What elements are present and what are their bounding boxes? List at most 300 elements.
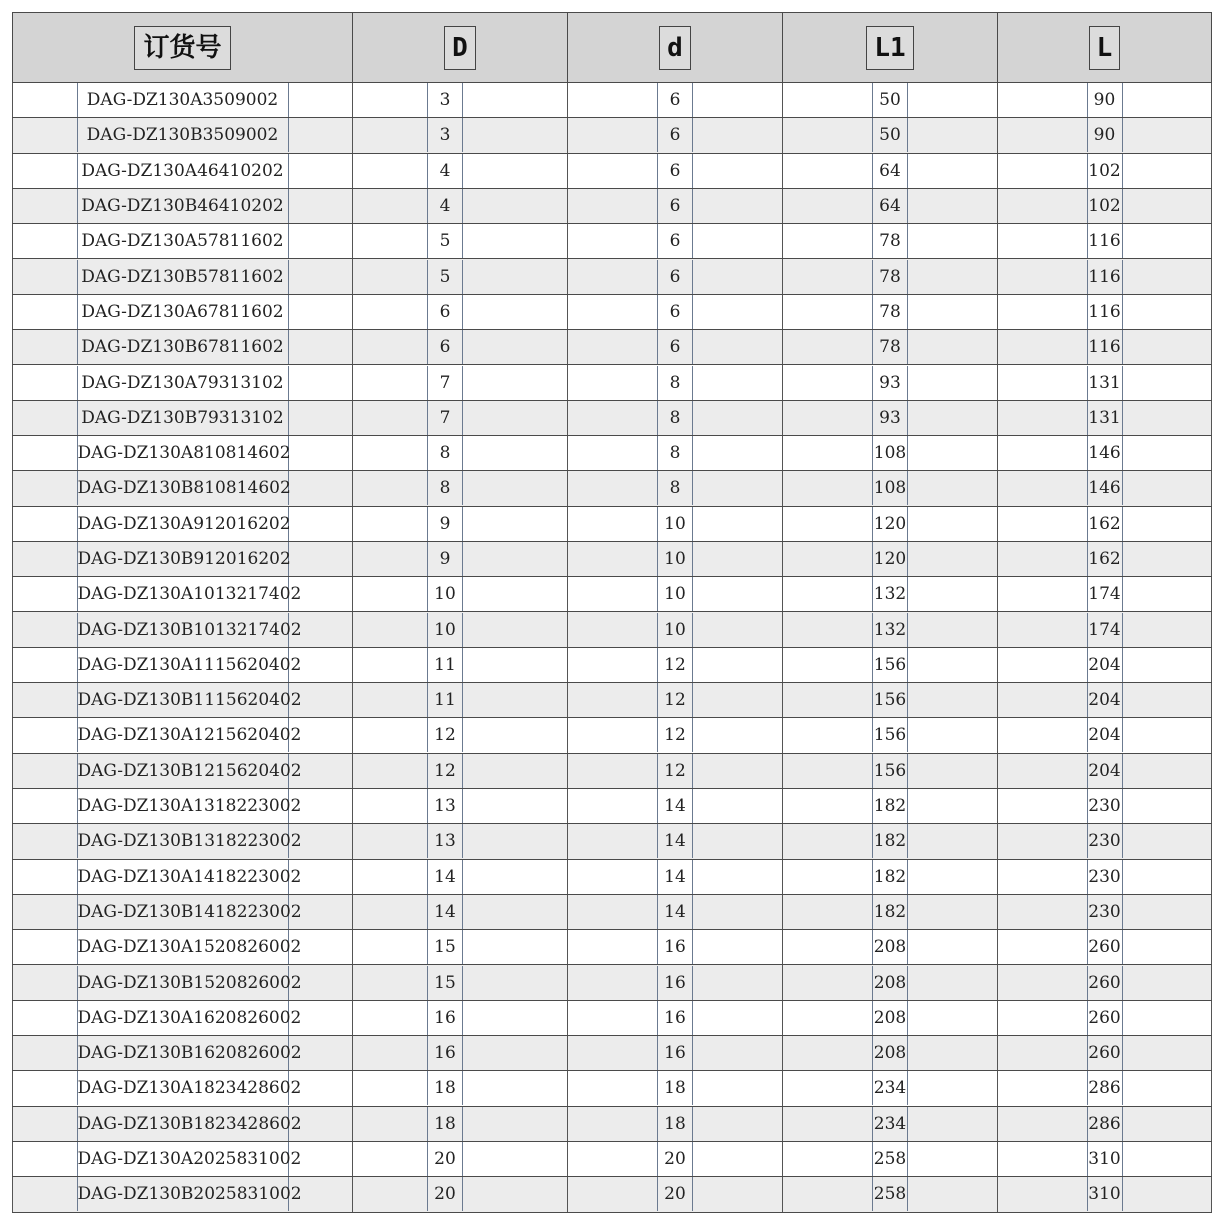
- cell-value-d: 10: [657, 577, 693, 611]
- cell-L1: [783, 365, 998, 400]
- cell-L1: [783, 541, 998, 576]
- table-row: [13, 224, 1212, 259]
- cell-value-d: 6: [657, 189, 693, 223]
- cell-L: [998, 1177, 1212, 1212]
- cell-L: [998, 83, 1212, 118]
- cell-order-number: [13, 1000, 353, 1035]
- cell-value-order-number: DAG-DZ130B1013217402: [77, 613, 289, 647]
- cell-value-L: 204: [1087, 648, 1123, 682]
- cell-order-number: [13, 1106, 353, 1141]
- cell-value-order-number: DAG-DZ130A1318223002: [77, 789, 289, 823]
- cell-L1: [783, 188, 998, 223]
- cell-value-D: 13: [427, 789, 463, 823]
- table-row: [13, 1000, 1212, 1035]
- cell-order-number: [13, 647, 353, 682]
- cell-value-D: 12: [427, 718, 463, 752]
- cell-value-D: 5: [427, 260, 463, 294]
- cell-value-D: 11: [427, 648, 463, 682]
- cell-value-L: 116: [1087, 224, 1123, 258]
- cell-d: [568, 1036, 783, 1071]
- cell-D: [353, 506, 568, 541]
- table-row: [13, 330, 1212, 365]
- cell-d: [568, 1071, 783, 1106]
- cell-d: [568, 753, 783, 788]
- cell-value-L: 146: [1087, 436, 1123, 470]
- cell-order-number: [13, 188, 353, 223]
- cell-value-order-number: DAG-DZ130A1013217402: [77, 577, 289, 611]
- cell-value-L: 230: [1087, 895, 1123, 929]
- cell-value-d: 16: [657, 966, 693, 1000]
- cell-d: [568, 294, 783, 329]
- cell-value-D: 6: [427, 330, 463, 364]
- cell-L1: [783, 683, 998, 718]
- cell-L: [998, 435, 1212, 470]
- cell-d: [568, 894, 783, 929]
- cell-value-D: 9: [427, 542, 463, 576]
- cell-D: [353, 718, 568, 753]
- cell-value-D: 7: [427, 366, 463, 400]
- cell-value-D: 8: [427, 471, 463, 505]
- table-row: [13, 753, 1212, 788]
- cell-L: [998, 753, 1212, 788]
- table-row: [13, 965, 1212, 1000]
- cell-value-d: 14: [657, 824, 693, 858]
- cell-value-L: 230: [1087, 824, 1123, 858]
- cell-value-d: 16: [657, 1001, 693, 1035]
- cell-value-order-number: DAG-DZ130A1520826002: [77, 930, 289, 964]
- cell-d: [568, 330, 783, 365]
- cell-value-order-number: DAG-DZ130B2025831002: [77, 1177, 289, 1211]
- cell-order-number: [13, 577, 353, 612]
- table-row: [13, 1106, 1212, 1141]
- cell-D: [353, 859, 568, 894]
- table-row: [13, 83, 1212, 118]
- cell-value-L: 131: [1087, 366, 1123, 400]
- cell-d: [568, 965, 783, 1000]
- cell-L1: [783, 83, 998, 118]
- cell-value-L1: 132: [872, 577, 908, 611]
- cell-L: [998, 1000, 1212, 1035]
- cell-value-L1: 156: [872, 683, 908, 717]
- cell-D: [353, 647, 568, 682]
- cell-L1: [783, 1036, 998, 1071]
- table-row: [13, 683, 1212, 718]
- cell-L: [998, 153, 1212, 188]
- cell-value-L1: 120: [872, 542, 908, 576]
- cell-value-d: 16: [657, 930, 693, 964]
- cell-value-L: 102: [1087, 154, 1123, 188]
- cell-value-d: 12: [657, 718, 693, 752]
- cell-D: [353, 541, 568, 576]
- table-row: [13, 541, 1212, 576]
- cell-value-L: 230: [1087, 860, 1123, 894]
- cell-value-order-number: DAG-DZ130B46410202: [77, 189, 289, 223]
- cell-value-d: 14: [657, 860, 693, 894]
- cell-value-order-number: DAG-DZ130B1115620402: [77, 683, 289, 717]
- cell-value-D: 20: [427, 1177, 463, 1211]
- cell-d: [568, 541, 783, 576]
- header-cell-order-number: [13, 13, 353, 83]
- cell-L1: [783, 118, 998, 153]
- cell-value-d: 12: [657, 648, 693, 682]
- cell-value-L1: 93: [872, 401, 908, 435]
- cell-order-number: [13, 118, 353, 153]
- cell-D: [353, 259, 568, 294]
- cell-D: [353, 930, 568, 965]
- cell-order-number: [13, 1071, 353, 1106]
- cell-value-L: 286: [1087, 1107, 1123, 1141]
- cell-L: [998, 1106, 1212, 1141]
- cell-d: [568, 259, 783, 294]
- cell-value-L1: 208: [872, 1001, 908, 1035]
- cell-value-L1: 258: [872, 1142, 908, 1176]
- cell-value-L1: 208: [872, 966, 908, 1000]
- cell-value-L: 260: [1087, 1001, 1123, 1035]
- cell-order-number: [13, 824, 353, 859]
- cell-value-L1: 78: [872, 260, 908, 294]
- cell-d: [568, 400, 783, 435]
- cell-value-order-number: DAG-DZ130B1823428602: [77, 1107, 289, 1141]
- cell-value-d: 6: [657, 260, 693, 294]
- cell-value-d: 18: [657, 1107, 693, 1141]
- cell-L: [998, 894, 1212, 929]
- cell-d: [568, 788, 783, 823]
- cell-L1: [783, 647, 998, 682]
- table-row: [13, 153, 1212, 188]
- cell-value-d: 20: [657, 1177, 693, 1211]
- cell-order-number: [13, 224, 353, 259]
- table-row: [13, 188, 1212, 223]
- cell-d: [568, 224, 783, 259]
- cell-value-d: 8: [657, 436, 693, 470]
- cell-order-number: [13, 1177, 353, 1212]
- cell-value-d: 6: [657, 330, 693, 364]
- cell-D: [353, 1106, 568, 1141]
- cell-value-D: 11: [427, 683, 463, 717]
- cell-value-order-number: DAG-DZ130A1620826002: [77, 1001, 289, 1035]
- header-label-L: L: [1089, 26, 1121, 70]
- table-row: [13, 612, 1212, 647]
- cell-L: [998, 365, 1212, 400]
- cell-order-number: [13, 435, 353, 470]
- cell-L: [998, 859, 1212, 894]
- cell-L1: [783, 294, 998, 329]
- cell-L1: [783, 824, 998, 859]
- table-row: [13, 1177, 1212, 1212]
- cell-value-L1: 108: [872, 436, 908, 470]
- cell-L: [998, 541, 1212, 576]
- cell-d: [568, 118, 783, 153]
- cell-value-L1: 78: [872, 224, 908, 258]
- cell-D: [353, 965, 568, 1000]
- cell-L1: [783, 400, 998, 435]
- cell-d: [568, 577, 783, 612]
- header-cell-D: [353, 13, 568, 83]
- cell-L1: [783, 612, 998, 647]
- cell-value-order-number: DAG-DZ130B1418223002: [77, 895, 289, 929]
- cell-order-number: [13, 83, 353, 118]
- cell-value-L: 174: [1087, 577, 1123, 611]
- cell-value-d: 16: [657, 1036, 693, 1070]
- table-row: [13, 1036, 1212, 1071]
- cell-order-number: [13, 294, 353, 329]
- cell-d: [568, 188, 783, 223]
- cell-D: [353, 788, 568, 823]
- cell-value-L: 90: [1087, 118, 1123, 152]
- cell-value-L1: 234: [872, 1071, 908, 1105]
- cell-L1: [783, 788, 998, 823]
- cell-D: [353, 224, 568, 259]
- cell-D: [353, 294, 568, 329]
- cell-L1: [783, 753, 998, 788]
- cell-value-order-number: DAG-DZ130B3509002: [77, 118, 289, 152]
- cell-value-L1: 93: [872, 366, 908, 400]
- cell-order-number: [13, 718, 353, 753]
- cell-order-number: [13, 930, 353, 965]
- cell-value-D: 14: [427, 860, 463, 894]
- cell-d: [568, 647, 783, 682]
- cell-order-number: [13, 506, 353, 541]
- cell-value-order-number: DAG-DZ130B1318223002: [77, 824, 289, 858]
- cell-order-number: [13, 400, 353, 435]
- cell-D: [353, 894, 568, 929]
- cell-L: [998, 224, 1212, 259]
- header-row: [13, 13, 1212, 83]
- table-row: [13, 506, 1212, 541]
- cell-value-order-number: DAG-DZ130B79313102: [77, 401, 289, 435]
- cell-D: [353, 400, 568, 435]
- cell-value-L1: 156: [872, 718, 908, 752]
- cell-L1: [783, 1071, 998, 1106]
- cell-order-number: [13, 965, 353, 1000]
- cell-D: [353, 824, 568, 859]
- cell-value-D: 8: [427, 436, 463, 470]
- cell-d: [568, 683, 783, 718]
- header-cell-L: [998, 13, 1212, 83]
- cell-value-L1: 50: [872, 83, 908, 117]
- table-row: [13, 788, 1212, 823]
- cell-L: [998, 718, 1212, 753]
- cell-order-number: [13, 1036, 353, 1071]
- cell-D: [353, 577, 568, 612]
- cell-order-number: [13, 259, 353, 294]
- cell-value-D: 12: [427, 754, 463, 788]
- cell-value-L: 90: [1087, 83, 1123, 117]
- table-row: [13, 294, 1212, 329]
- cell-D: [353, 83, 568, 118]
- cell-order-number: [13, 153, 353, 188]
- cell-D: [353, 1000, 568, 1035]
- cell-value-L: 204: [1087, 683, 1123, 717]
- cell-d: [568, 435, 783, 470]
- cell-D: [353, 330, 568, 365]
- cell-value-D: 5: [427, 224, 463, 258]
- cell-L1: [783, 435, 998, 470]
- table-row: [13, 859, 1212, 894]
- cell-value-D: 4: [427, 154, 463, 188]
- cell-L1: [783, 859, 998, 894]
- header-label-d: d: [659, 26, 691, 70]
- cell-d: [568, 1000, 783, 1035]
- cell-value-order-number: DAG-DZ130A1215620402: [77, 718, 289, 752]
- cell-d: [568, 612, 783, 647]
- cell-L: [998, 118, 1212, 153]
- header-label-order-number: 订货号: [134, 26, 230, 70]
- cell-value-L: 260: [1087, 966, 1123, 1000]
- cell-L: [998, 1071, 1212, 1106]
- cell-value-L1: 132: [872, 613, 908, 647]
- table-row: [13, 718, 1212, 753]
- table-row: [13, 259, 1212, 294]
- cell-value-L1: 78: [872, 330, 908, 364]
- cell-D: [353, 153, 568, 188]
- cell-d: [568, 506, 783, 541]
- cell-value-L1: 156: [872, 648, 908, 682]
- cell-d: [568, 1177, 783, 1212]
- cell-value-L: 116: [1087, 295, 1123, 329]
- cell-L: [998, 400, 1212, 435]
- cell-value-D: 20: [427, 1142, 463, 1176]
- cell-value-D: 7: [427, 401, 463, 435]
- cell-value-L: 310: [1087, 1142, 1123, 1176]
- cell-L1: [783, 894, 998, 929]
- cell-value-order-number: DAG-DZ130B912016202: [77, 542, 289, 576]
- cell-L1: [783, 471, 998, 506]
- cell-value-d: 6: [657, 295, 693, 329]
- cell-L1: [783, 577, 998, 612]
- cell-L1: [783, 1106, 998, 1141]
- cell-value-order-number: DAG-DZ130A2025831002: [77, 1142, 289, 1176]
- cell-value-L1: 64: [872, 154, 908, 188]
- cell-L1: [783, 259, 998, 294]
- cell-value-L1: 258: [872, 1177, 908, 1211]
- cell-value-d: 6: [657, 154, 693, 188]
- table-row: [13, 1141, 1212, 1176]
- cell-value-L1: 78: [872, 295, 908, 329]
- cell-value-L: 116: [1087, 260, 1123, 294]
- cell-d: [568, 824, 783, 859]
- cell-value-d: 6: [657, 83, 693, 117]
- cell-L: [998, 259, 1212, 294]
- cell-L: [998, 788, 1212, 823]
- cell-value-order-number: DAG-DZ130A46410202: [77, 154, 289, 188]
- table-row: [13, 824, 1212, 859]
- cell-value-L: 260: [1087, 1036, 1123, 1070]
- cell-value-order-number: DAG-DZ130A1823428602: [77, 1071, 289, 1105]
- cell-value-L: 310: [1087, 1177, 1123, 1211]
- cell-value-d: 8: [657, 471, 693, 505]
- cell-value-d: 6: [657, 224, 693, 258]
- header-label-L1: L1: [866, 26, 913, 70]
- table-row: [13, 471, 1212, 506]
- cell-D: [353, 1071, 568, 1106]
- cell-order-number: [13, 330, 353, 365]
- cell-value-L: 131: [1087, 401, 1123, 435]
- cell-d: [568, 83, 783, 118]
- cell-value-D: 14: [427, 895, 463, 929]
- cell-value-D: 10: [427, 577, 463, 611]
- cell-order-number: [13, 753, 353, 788]
- cell-order-number: [13, 541, 353, 576]
- cell-value-L1: 120: [872, 507, 908, 541]
- table-row: [13, 400, 1212, 435]
- cell-value-d: 10: [657, 507, 693, 541]
- cell-value-order-number: DAG-DZ130A912016202: [77, 507, 289, 541]
- cell-value-order-number: DAG-DZ130B1620826002: [77, 1036, 289, 1070]
- cell-value-order-number: DAG-DZ130A79313102: [77, 366, 289, 400]
- cell-value-d: 10: [657, 542, 693, 576]
- cell-value-L1: 182: [872, 860, 908, 894]
- cell-D: [353, 435, 568, 470]
- cell-value-order-number: DAG-DZ130A1418223002: [77, 860, 289, 894]
- cell-L1: [783, 718, 998, 753]
- cell-value-d: 8: [657, 366, 693, 400]
- cell-value-d: 10: [657, 613, 693, 647]
- cell-D: [353, 612, 568, 647]
- cell-L: [998, 294, 1212, 329]
- cell-L: [998, 188, 1212, 223]
- cell-L1: [783, 1141, 998, 1176]
- table-row: [13, 1071, 1212, 1106]
- cell-value-order-number: DAG-DZ130A57811602: [77, 224, 289, 258]
- cell-value-D: 15: [427, 966, 463, 1000]
- cell-value-order-number: DAG-DZ130A810814602: [77, 436, 289, 470]
- cell-d: [568, 859, 783, 894]
- cell-value-order-number: DAG-DZ130B1520826002: [77, 966, 289, 1000]
- cell-d: [568, 365, 783, 400]
- table-row: [13, 365, 1212, 400]
- cell-value-L1: 182: [872, 895, 908, 929]
- cell-d: [568, 1106, 783, 1141]
- cell-value-D: 13: [427, 824, 463, 858]
- cell-L: [998, 612, 1212, 647]
- cell-D: [353, 1177, 568, 1212]
- cell-value-d: 12: [657, 683, 693, 717]
- table-row: [13, 930, 1212, 965]
- table-row: [13, 647, 1212, 682]
- cell-value-L: 102: [1087, 189, 1123, 223]
- table-row: [13, 894, 1212, 929]
- table-row: [13, 577, 1212, 612]
- header-cell-L1: [783, 13, 998, 83]
- cell-value-order-number: DAG-DZ130A3509002: [77, 83, 289, 117]
- cell-value-L: 162: [1087, 507, 1123, 541]
- cell-value-L: 162: [1087, 542, 1123, 576]
- cell-value-D: 3: [427, 118, 463, 152]
- cell-order-number: [13, 365, 353, 400]
- cell-value-D: 15: [427, 930, 463, 964]
- cell-value-L1: 156: [872, 754, 908, 788]
- cell-value-order-number: DAG-DZ130B1215620402: [77, 754, 289, 788]
- cell-L1: [783, 153, 998, 188]
- header-cell-d: [568, 13, 783, 83]
- cell-value-d: 8: [657, 401, 693, 435]
- cell-L: [998, 330, 1212, 365]
- cell-L: [998, 1036, 1212, 1071]
- cell-D: [353, 365, 568, 400]
- cell-value-L1: 234: [872, 1107, 908, 1141]
- cell-D: [353, 1036, 568, 1071]
- table-row: [13, 118, 1212, 153]
- cell-value-order-number: DAG-DZ130B57811602: [77, 260, 289, 294]
- cell-order-number: [13, 1141, 353, 1176]
- cell-L: [998, 965, 1212, 1000]
- cell-value-L: 286: [1087, 1071, 1123, 1105]
- cell-value-D: 3: [427, 83, 463, 117]
- cell-value-order-number: DAG-DZ130A67811602: [77, 295, 289, 329]
- cell-L: [998, 471, 1212, 506]
- spec-table: [12, 12, 1212, 1213]
